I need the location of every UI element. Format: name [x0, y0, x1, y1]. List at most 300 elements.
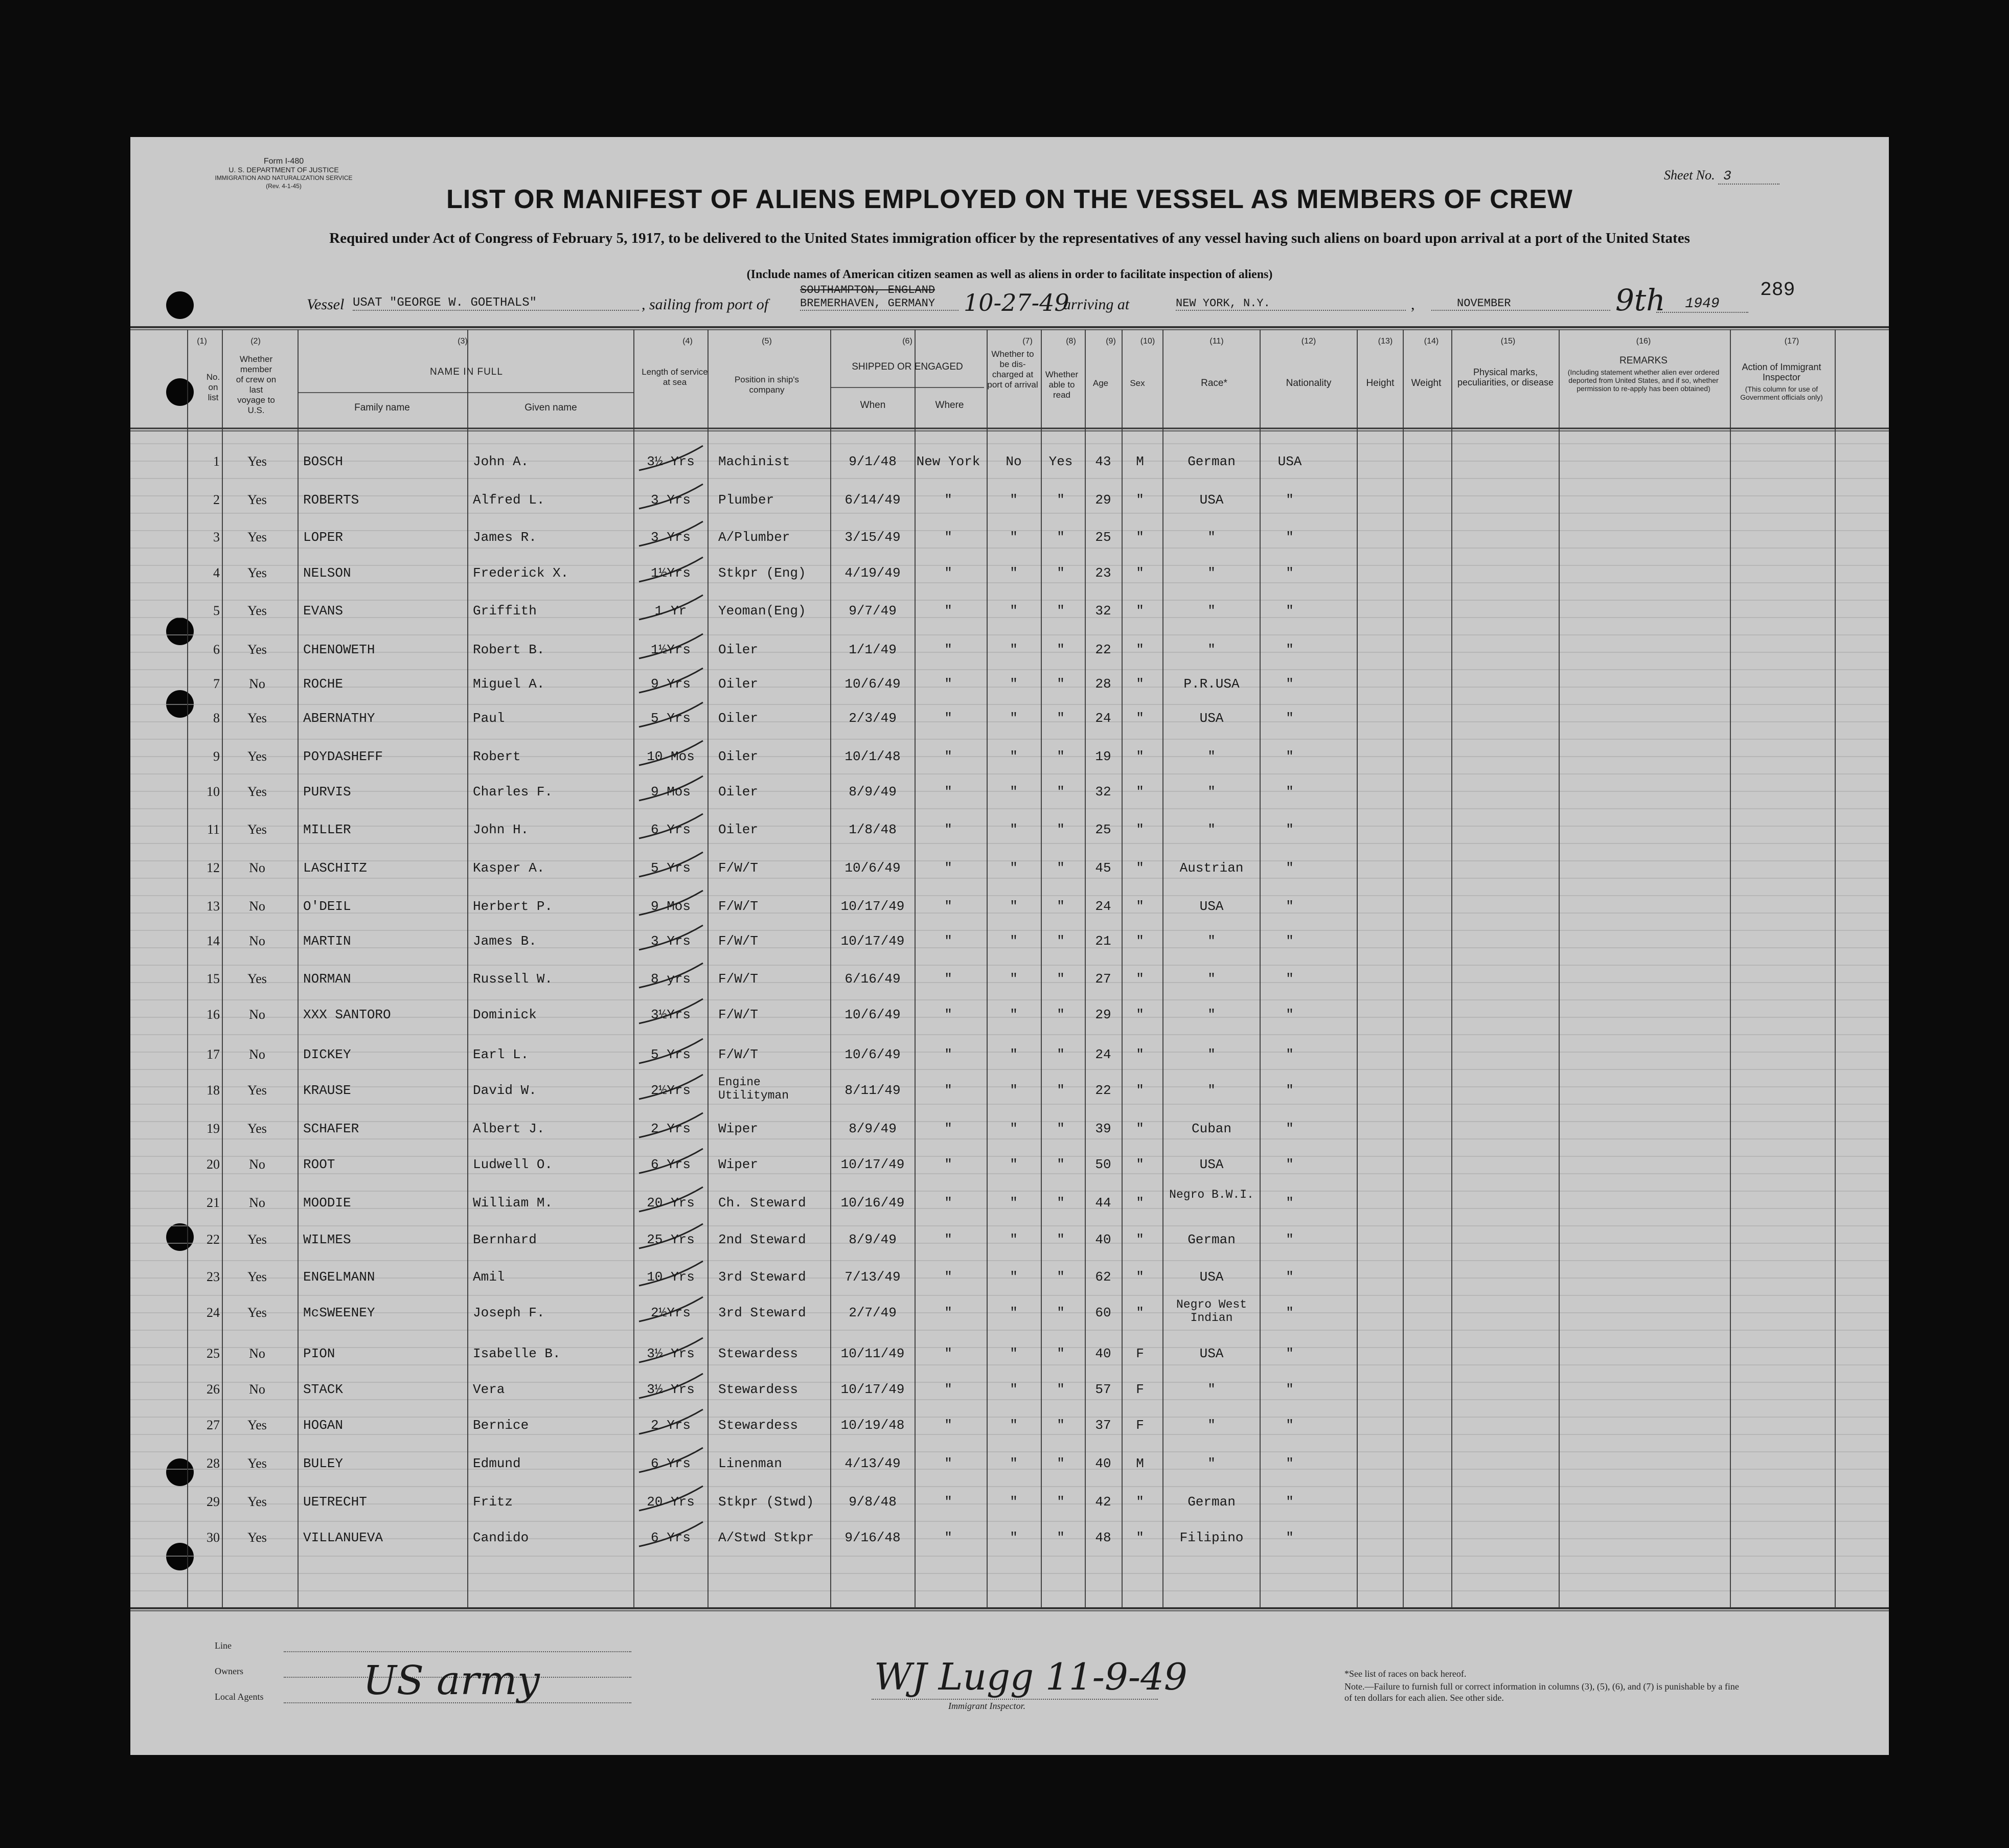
cell-given: Bernhard: [473, 1232, 537, 1247]
header-where: Where: [935, 400, 964, 410]
cell-disch: ": [1010, 784, 1018, 800]
cell-no: 3: [213, 530, 220, 544]
cell-length: 9 Mos: [650, 899, 691, 914]
cell-age: 40: [1095, 1232, 1111, 1247]
cell-length: 6 Yrs: [650, 1456, 691, 1471]
header-given-name: Given name: [524, 402, 577, 413]
cell-when: 3/15/49: [844, 530, 901, 545]
cell-read: ": [1057, 822, 1065, 837]
col-num-3: (3): [458, 337, 468, 346]
cell-prev: No: [249, 676, 265, 691]
col-num-12: (12): [1301, 337, 1316, 346]
cell-nat: ": [1286, 784, 1294, 800]
cell-position: F/W/T: [718, 1047, 759, 1062]
col-num-1: (1): [197, 337, 207, 346]
cell-no: 30: [207, 1530, 220, 1545]
cell-position: A/Stwd Stkpr: [718, 1530, 814, 1545]
cell-sex: ": [1136, 784, 1144, 800]
race-footnote: *See list of races on back hereof.: [1344, 1669, 1467, 1679]
cell-length: 3½ Yrs: [647, 454, 695, 469]
cell-race: USA: [1199, 711, 1224, 726]
header-family-name: Family name: [354, 402, 410, 413]
col-num-10: (10): [1140, 337, 1155, 346]
cell-prev: Yes: [247, 822, 267, 837]
cell-disch: ": [1010, 1121, 1018, 1136]
port-struck: SOUTHAMPTON, ENGLAND: [800, 284, 935, 296]
cell-disch: ": [1010, 603, 1018, 619]
cell-when: 10/11/49: [840, 1346, 905, 1361]
cell-position: Plumber: [718, 492, 774, 508]
cell-prev: Yes: [247, 642, 267, 657]
cell-position: Yeoman(Eng): [718, 603, 806, 619]
cell-when: 7/13/49: [844, 1269, 901, 1285]
cell-disch: ": [1010, 711, 1018, 726]
header-nationality: Nationality: [1286, 378, 1332, 389]
cell-disch: ": [1010, 1157, 1018, 1172]
cell-family: HOGAN: [303, 1418, 344, 1433]
cell-where: ": [944, 899, 952, 914]
cell-read: ": [1057, 749, 1065, 764]
cell-where: ": [944, 1007, 952, 1022]
cell-family: MARTIN: [303, 933, 351, 949]
cell-when: 10/6/49: [844, 1047, 901, 1062]
cell-prev: Yes: [247, 492, 267, 507]
cell-sex: M: [1136, 454, 1144, 469]
cell-read: ": [1057, 642, 1065, 657]
cell-disch: ": [1010, 565, 1018, 581]
cell-no: 16: [207, 1007, 220, 1022]
cell-race: ": [1207, 1083, 1216, 1098]
cell-nat: ": [1286, 1232, 1294, 1247]
cell-read: ": [1057, 711, 1065, 726]
cell-position: Oiler: [718, 711, 759, 726]
cell-sex: ": [1136, 860, 1144, 876]
header-shipped: SHIPPED OR ENGAGED: [852, 361, 963, 372]
cell-sex: ": [1136, 711, 1144, 726]
cell-sex: ": [1136, 1047, 1144, 1062]
cell-given: Robert B.: [473, 642, 545, 657]
cell-family: MILLER: [303, 822, 351, 837]
cell-position: F/W/T: [718, 971, 759, 987]
cell-no: 15: [207, 971, 220, 986]
col-num-7: (7): [1022, 337, 1033, 346]
cell-family: LASCHITZ: [303, 860, 367, 876]
cell-where: ": [944, 971, 952, 987]
cell-prev: Yes: [247, 530, 267, 544]
cell-sex: F: [1136, 1418, 1144, 1433]
header-weight: Weight: [1411, 378, 1442, 389]
cell-read: ": [1057, 1494, 1065, 1510]
cell-no: 8: [213, 711, 220, 725]
revision: (Rev. 4-1-45): [266, 182, 302, 190]
cell-age: 32: [1095, 784, 1111, 800]
cell-age: 40: [1095, 1456, 1111, 1471]
cell-read: ": [1057, 899, 1065, 914]
header-physical: Physical marks, peculiarities, or disease: [1457, 367, 1554, 387]
cell-given: James B.: [473, 933, 537, 949]
cell-prev: Yes: [247, 1305, 267, 1320]
department: U. S. DEPARTMENT OF JUSTICE: [229, 166, 339, 174]
cell-disch: ": [1010, 933, 1018, 949]
cell-disch: ": [1010, 1346, 1018, 1361]
cell-length: 3½ Yrs: [647, 1346, 695, 1361]
cell-prev: Yes: [247, 565, 267, 580]
cell-prev: Yes: [247, 1494, 267, 1509]
cell-race: ": [1207, 822, 1216, 837]
cell-read: ": [1057, 1121, 1065, 1136]
form-number: Form I-480: [263, 157, 304, 166]
cell-where: ": [944, 1305, 952, 1320]
cell-position: 3rd Steward: [718, 1305, 806, 1320]
cell-sex: ": [1136, 642, 1144, 657]
cell-age: 29: [1095, 1007, 1111, 1022]
col-num-6: (6): [902, 337, 912, 346]
cell-when: 9/16/48: [844, 1530, 901, 1545]
header-whether-member: Whether member of crew on last voyage to U.S.: [236, 354, 277, 415]
cell-given: Paul: [473, 711, 505, 726]
cell-race: USA: [1199, 1346, 1224, 1361]
cell-length: 6 Yrs: [650, 1157, 691, 1172]
cell-age: 19: [1095, 749, 1111, 764]
cell-race: USA: [1199, 1269, 1224, 1285]
cell-read: ": [1057, 565, 1065, 581]
cell-when: 8/9/49: [849, 784, 897, 800]
cell-where: ": [944, 1456, 952, 1471]
header-age: Age: [1092, 378, 1109, 388]
cell-length: 3 Yrs: [650, 492, 691, 508]
cell-given: Griffith: [473, 603, 537, 619]
cell-race: ": [1207, 530, 1216, 545]
crew-table-body: [130, 137, 1889, 1755]
header-length-service: Length of service at sea: [642, 367, 708, 387]
inspector-label: Immigrant Inspector.: [948, 1701, 1025, 1711]
cell-where: ": [944, 603, 952, 619]
cell-nat: ": [1286, 1047, 1294, 1062]
cell-sex: ": [1136, 1305, 1144, 1320]
cell-position: 2nd Steward: [718, 1232, 806, 1247]
cell-family: BOSCH: [303, 454, 344, 469]
cell-length: 6 Yrs: [650, 822, 691, 837]
cell-race: USA: [1199, 1157, 1224, 1172]
header-name-in-full: NAME IN FULL: [430, 367, 503, 377]
cell-nat: ": [1286, 1269, 1294, 1285]
cell-family: PURVIS: [303, 784, 351, 800]
cell-where: ": [944, 1047, 952, 1062]
vessel-name: USAT "GEORGE W. GOETHALS": [353, 296, 639, 311]
cell-family: CHENOWETH: [303, 642, 375, 657]
col-num-9: (9): [1106, 337, 1116, 346]
cell-no: 1: [213, 454, 220, 469]
cell-position: Oiler: [718, 749, 759, 764]
cell-nat: ": [1286, 603, 1294, 619]
cell-family: ROBERTS: [303, 492, 359, 508]
cell-length: 2 Yrs: [650, 1418, 691, 1433]
cell-sex: ": [1136, 1121, 1144, 1136]
cell-sex: ": [1136, 822, 1144, 837]
cell-race: ": [1207, 1418, 1216, 1433]
cell-nat: ": [1286, 711, 1294, 726]
cell-prev: Yes: [247, 1456, 267, 1471]
cell-nat: ": [1286, 860, 1294, 876]
cell-length: 2 Yrs: [650, 1121, 691, 1136]
cell-no: 18: [207, 1083, 220, 1098]
cell-family: LOPER: [303, 530, 344, 545]
col-num-14: (14): [1424, 337, 1439, 346]
cell-race: ": [1207, 1382, 1216, 1397]
cell-no: 17: [207, 1047, 220, 1062]
cell-where: ": [944, 1494, 952, 1510]
cell-disch: ": [1010, 1047, 1018, 1062]
cell-age: 37: [1095, 1418, 1111, 1433]
cell-when: 8/9/49: [849, 1121, 897, 1136]
cell-read: Yes: [1048, 454, 1073, 469]
cell-where: ": [944, 749, 952, 764]
cell-sex: F: [1136, 1382, 1144, 1397]
cell-length: 25 Yrs: [647, 1232, 695, 1247]
cell-age: 57: [1095, 1382, 1111, 1397]
cell-read: ": [1057, 1083, 1065, 1098]
cell-no: 11: [207, 822, 220, 837]
cell-age: 25: [1095, 530, 1111, 545]
arrival-day: 9th: [1615, 283, 1665, 317]
cell-no: 19: [207, 1121, 220, 1136]
vessel-label: Vessel: [307, 296, 345, 313]
cell-length: 3½Yrs: [650, 1007, 691, 1022]
cell-given: Fritz: [473, 1494, 513, 1510]
vessel-line: Vessel USAT "GEORGE W. GOETHALS" , sailing from port of SOUTHAMPTON, ENGLAND BREMERHAVEN, GERMANY 10-27-49 arriving at NEW YORK, N.Y. , NOVEMBER 9th 1949: [307, 293, 1840, 318]
header-action: Action of Immigrant Inspector: [1742, 362, 1821, 382]
cell-prev: Yes: [247, 1121, 267, 1136]
cell-no: 25: [207, 1346, 220, 1361]
cell-when: 4/19/49: [844, 565, 901, 581]
cell-age: 23: [1095, 565, 1111, 581]
cell-where: ": [944, 860, 952, 876]
cell-position: Stewardess: [718, 1346, 798, 1361]
cell-disch: ": [1010, 1305, 1018, 1320]
cell-disch: ": [1010, 822, 1018, 837]
cell-nat: ": [1286, 1494, 1294, 1510]
cell-prev: No: [249, 899, 265, 914]
cell-no: 10: [207, 784, 220, 799]
cell-prev: Yes: [247, 1269, 267, 1284]
cell-where: ": [944, 1195, 952, 1211]
cell-read: ": [1057, 492, 1065, 508]
cell-disch: No: [1006, 454, 1022, 469]
cell-read: ": [1057, 530, 1065, 545]
cell-given: David W.: [473, 1083, 537, 1098]
cell-race: ": [1207, 642, 1216, 657]
cell-no: 6: [213, 642, 220, 657]
col-num-5: (5): [762, 337, 772, 346]
cell-read: ": [1057, 1157, 1065, 1172]
cell-race: Negro B.W.I.: [1169, 1188, 1254, 1201]
cell-age: 40: [1095, 1346, 1111, 1361]
cell-sex: ": [1136, 1007, 1144, 1022]
cell-disch: ": [1010, 530, 1018, 545]
sheet-label: Sheet No.: [1664, 168, 1715, 182]
cell-length: 20 Yrs: [647, 1195, 695, 1211]
cell-position: Ch. Steward: [718, 1195, 806, 1211]
cell-family: ROCHE: [303, 676, 344, 692]
cell-read: ": [1057, 1456, 1065, 1471]
cell-no: 13: [207, 899, 220, 914]
cell-family: ENGELMANN: [303, 1269, 375, 1285]
cell-length: 1 Yr: [654, 603, 687, 619]
cell-age: 39: [1095, 1121, 1111, 1136]
cell-when: 10/17/49: [840, 1382, 905, 1397]
cell-race: ": [1207, 933, 1216, 949]
cell-given: Miguel A.: [473, 676, 545, 692]
cell-no: 2: [213, 492, 220, 507]
cell-read: ": [1057, 1047, 1065, 1062]
cell-disch: ": [1010, 642, 1018, 657]
cell-age: 24: [1095, 1047, 1111, 1062]
cell-where: ": [944, 676, 952, 692]
cell-read: ": [1057, 933, 1065, 949]
cell-race: USA: [1199, 899, 1224, 914]
cell-position: Oiler: [718, 676, 759, 692]
cell-disch: ": [1010, 1382, 1018, 1397]
cell-position: Machinist: [718, 454, 790, 469]
footer-owners-label: Owners: [215, 1666, 243, 1676]
cell-read: ": [1057, 1346, 1065, 1361]
cell-race: ": [1207, 565, 1216, 581]
cell-read: ": [1057, 676, 1065, 692]
cell-nat: ": [1286, 933, 1294, 949]
cell-given: Edmund: [473, 1456, 521, 1471]
cell-disch: ": [1010, 1530, 1018, 1545]
cell-where: ": [944, 1157, 952, 1172]
cell-position: Oiler: [718, 784, 759, 800]
header-no-on-list: No. on list: [206, 372, 220, 402]
cell-nat: ": [1286, 971, 1294, 987]
cell-read: ": [1057, 971, 1065, 987]
cell-family: VILLANUEVA: [303, 1530, 383, 1545]
cell-given: William M.: [473, 1195, 553, 1211]
cell-race: ": [1207, 749, 1216, 764]
cell-family: ROOT: [303, 1157, 335, 1172]
cell-prev: Yes: [247, 1530, 267, 1545]
cell-position: Oiler: [718, 822, 759, 837]
cell-where: ": [944, 642, 952, 657]
cell-no: 21: [207, 1195, 220, 1210]
cell-where: ": [944, 492, 952, 508]
cell-sex: ": [1136, 749, 1144, 764]
cell-no: 14: [207, 933, 220, 948]
cell-disch: ": [1010, 676, 1018, 692]
cell-position: F/W/T: [718, 860, 759, 876]
cell-when: 10/16/49: [840, 1195, 905, 1211]
cell-position: Stewardess: [718, 1418, 798, 1433]
cell-position: Wiper: [718, 1157, 759, 1172]
cell-age: 45: [1095, 860, 1111, 876]
cell-length: 20 Yrs: [647, 1494, 695, 1510]
cell-where: ": [944, 1418, 952, 1433]
cell-prev: Yes: [247, 971, 267, 986]
cell-age: 62: [1095, 1269, 1111, 1285]
cell-when: 2/7/49: [849, 1305, 897, 1320]
cell-sex: ": [1136, 676, 1144, 692]
cell-sex: M: [1136, 1456, 1144, 1471]
cell-where: ": [944, 822, 952, 837]
cell-sex: ": [1136, 1494, 1144, 1510]
cell-position: 3rd Steward: [718, 1269, 806, 1285]
footer-line-label: Line: [215, 1640, 232, 1651]
cell-where: ": [944, 1083, 952, 1098]
cell-when: 10/17/49: [840, 1157, 905, 1172]
cell-sex: ": [1136, 1269, 1144, 1285]
cell-where: ": [944, 933, 952, 949]
cell-no: 7: [213, 676, 220, 691]
service: IMMIGRATION AND NATURALIZATION SERVICE: [215, 174, 353, 181]
cell-position: Stkpr (Eng): [718, 565, 806, 581]
cell-prev: No: [249, 933, 265, 948]
cell-nat: ": [1286, 1346, 1294, 1361]
cell-sex: ": [1136, 492, 1144, 508]
cell-where: ": [944, 1382, 952, 1397]
cell-nat: ": [1286, 492, 1294, 508]
cell-nat: ": [1286, 749, 1294, 764]
cell-age: 25: [1095, 822, 1111, 837]
header-when: When: [860, 400, 886, 410]
cell-race: German: [1188, 1494, 1236, 1510]
cell-family: SCHAFER: [303, 1121, 359, 1136]
cell-family: XXX SANTORO: [303, 1007, 391, 1022]
header-sex: Sex: [1130, 378, 1145, 388]
cell-family: EVANS: [303, 603, 344, 619]
cell-length: 5 Yrs: [650, 711, 691, 726]
cell-no: 26: [207, 1382, 220, 1397]
cell-position: Wiper: [718, 1121, 759, 1136]
cell-position: Stkpr (Stwd): [718, 1494, 814, 1510]
cell-disch: ": [1010, 971, 1018, 987]
cell-sex: ": [1136, 1195, 1144, 1211]
cell-age: 22: [1095, 642, 1111, 657]
cell-sex: ": [1136, 530, 1144, 545]
cell-age: 42: [1095, 1494, 1111, 1510]
cell-when: 10/6/49: [844, 676, 901, 692]
cell-no: 29: [207, 1494, 220, 1509]
cell-position: F/W/T: [718, 899, 759, 914]
cell-when: 6/14/49: [844, 492, 901, 508]
cell-sex: ": [1136, 899, 1144, 914]
cell-length: 10 Mos: [647, 749, 695, 764]
cell-age: 48: [1095, 1530, 1111, 1545]
cell-given: Russell W.: [473, 971, 553, 987]
cell-when: 10/17/49: [840, 899, 905, 914]
cell-given: John H.: [473, 822, 529, 837]
cell-length: 3 Yrs: [650, 933, 691, 949]
cell-age: 22: [1095, 1083, 1111, 1098]
cell-given: Herbert P.: [473, 899, 553, 914]
header-discharged: Whether to be dis-charged at port of arrival: [987, 349, 1038, 390]
cell-when: 8/9/49: [849, 1232, 897, 1247]
cell-read: ": [1057, 1232, 1065, 1247]
cell-no: 22: [207, 1232, 220, 1247]
cell-race: ": [1207, 603, 1216, 619]
cell-prev: No: [249, 1157, 265, 1172]
header-remarks-note: (Including statement whether alien ever ordered deported from United States, and if so, whether permission to re-apply has been obtained): [1567, 368, 1720, 393]
cell-nat: ": [1286, 1157, 1294, 1172]
cell-given: Ludwell O.: [473, 1157, 553, 1172]
cell-where: ": [944, 1121, 952, 1136]
cell-disch: ": [1010, 1007, 1018, 1022]
cell-age: 43: [1095, 454, 1111, 469]
cell-age: 27: [1095, 971, 1111, 987]
cell-family: McSWEENEY: [303, 1305, 375, 1320]
cell-race: Cuban: [1191, 1121, 1232, 1136]
cell-race: Negro West Indian: [1176, 1298, 1247, 1325]
